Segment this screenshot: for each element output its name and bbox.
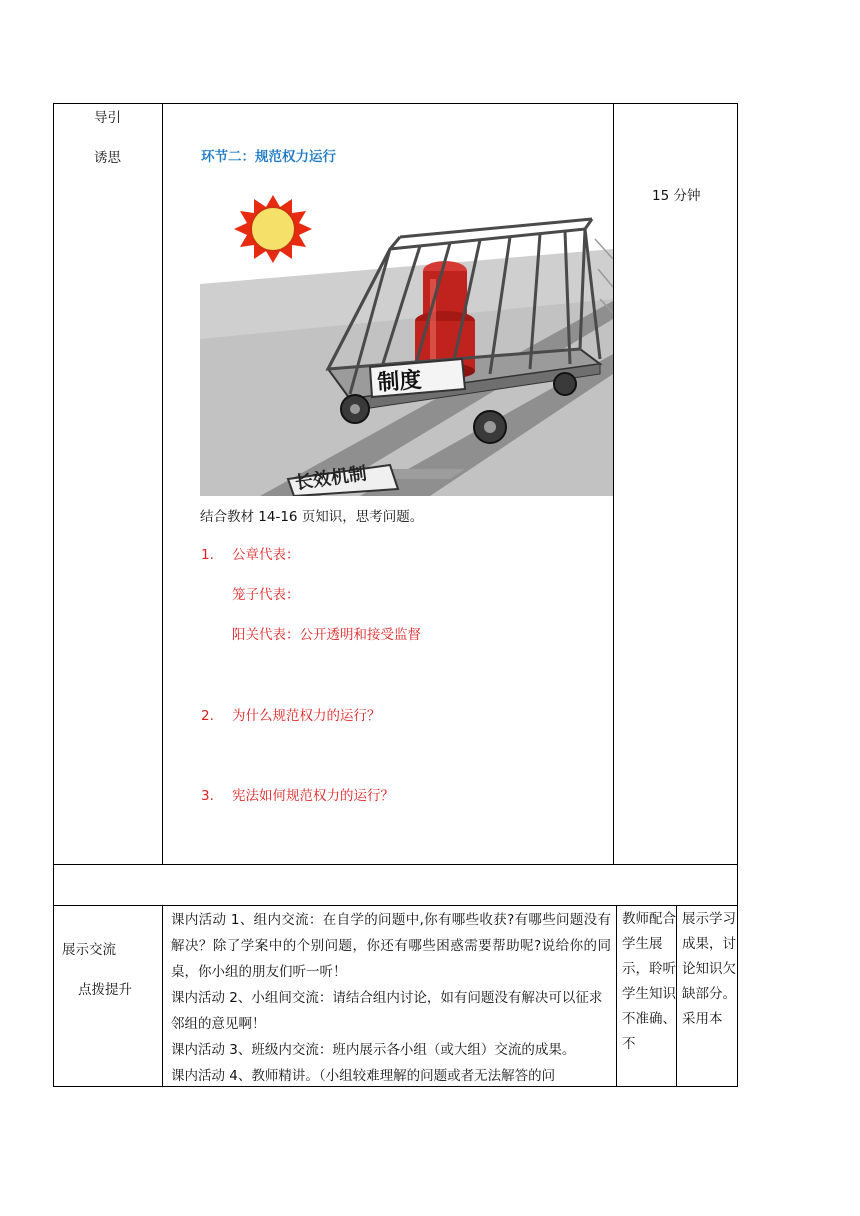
table-border-left bbox=[53, 103, 54, 1087]
row3-col1-divider bbox=[162, 905, 163, 1087]
table-border-right bbox=[737, 103, 738, 1087]
row3-label-line1: 展示交流 bbox=[62, 942, 116, 958]
q1-line-c: 阳关代表：公开透明和接受监督 bbox=[232, 627, 421, 643]
svg-text:长效机制: 长效机制 bbox=[293, 463, 368, 494]
purpose-text: 展示学习成果，讨论知识欠缺部分。采用本 bbox=[682, 911, 736, 1027]
row2-bottom-border bbox=[53, 905, 738, 906]
time-allocation: 15 分钟 bbox=[652, 188, 701, 204]
q1-line-b: 笼子代表： bbox=[232, 587, 300, 603]
q1-number: 1. bbox=[201, 547, 214, 563]
q1-line-a: 公章代表： bbox=[232, 547, 300, 563]
q3-text: 宪法如何规范权力的运行？ bbox=[232, 788, 394, 804]
teacher-role-text: 教师配合学生展示，聆听学生知识不准确、不 bbox=[622, 911, 676, 1052]
activity-2: 课内活动 2、小组间交流：请结合组内讨论，如有问题没有解决可以征求邻组的意见啊！ bbox=[171, 990, 603, 1032]
activity-1: 课内活动 1、组内交流：在自学的问题中,你有哪些收获?有哪些问题没有解决？除了学案中的个别问题，你还有哪些困惑需要帮助呢?说给你的同桌，你小组的朋友们听一听！ bbox=[171, 912, 611, 980]
activities-list bbox=[171, 907, 611, 1089]
svg-text:制度: 制度 bbox=[376, 367, 423, 396]
section-title: 环节二：规范权力运行 bbox=[201, 149, 336, 165]
row3-col2-divider bbox=[616, 905, 617, 1087]
row1-bottom-border bbox=[53, 864, 738, 865]
row3-col3-divider bbox=[676, 905, 677, 1087]
q2-number: 2. bbox=[201, 708, 214, 724]
q2-text: 为什么规范权力的运行？ bbox=[232, 708, 381, 724]
row1-col2-divider bbox=[613, 103, 614, 864]
activity-3: 课内活动 3、班级内交流：班内展示各小组（或大组）交流的成果。 bbox=[171, 1042, 576, 1058]
instruction-text: 结合教材 14-16 页知识，思考问题。 bbox=[200, 509, 424, 525]
row1-label-line2: 诱思 bbox=[94, 150, 121, 166]
table-border-top bbox=[53, 103, 738, 104]
row1-col1-divider bbox=[162, 103, 163, 864]
row3-label-line2: 点拨提升 bbox=[78, 982, 132, 998]
row1-label-line1: 导引 bbox=[94, 110, 121, 126]
activity-4: 课内活动 4、教师精讲。（小组较难理解的问题或者无法解答的问 bbox=[171, 1068, 556, 1084]
q3-number: 3. bbox=[201, 788, 214, 804]
power-cage-cart-illustration bbox=[200, 189, 613, 496]
